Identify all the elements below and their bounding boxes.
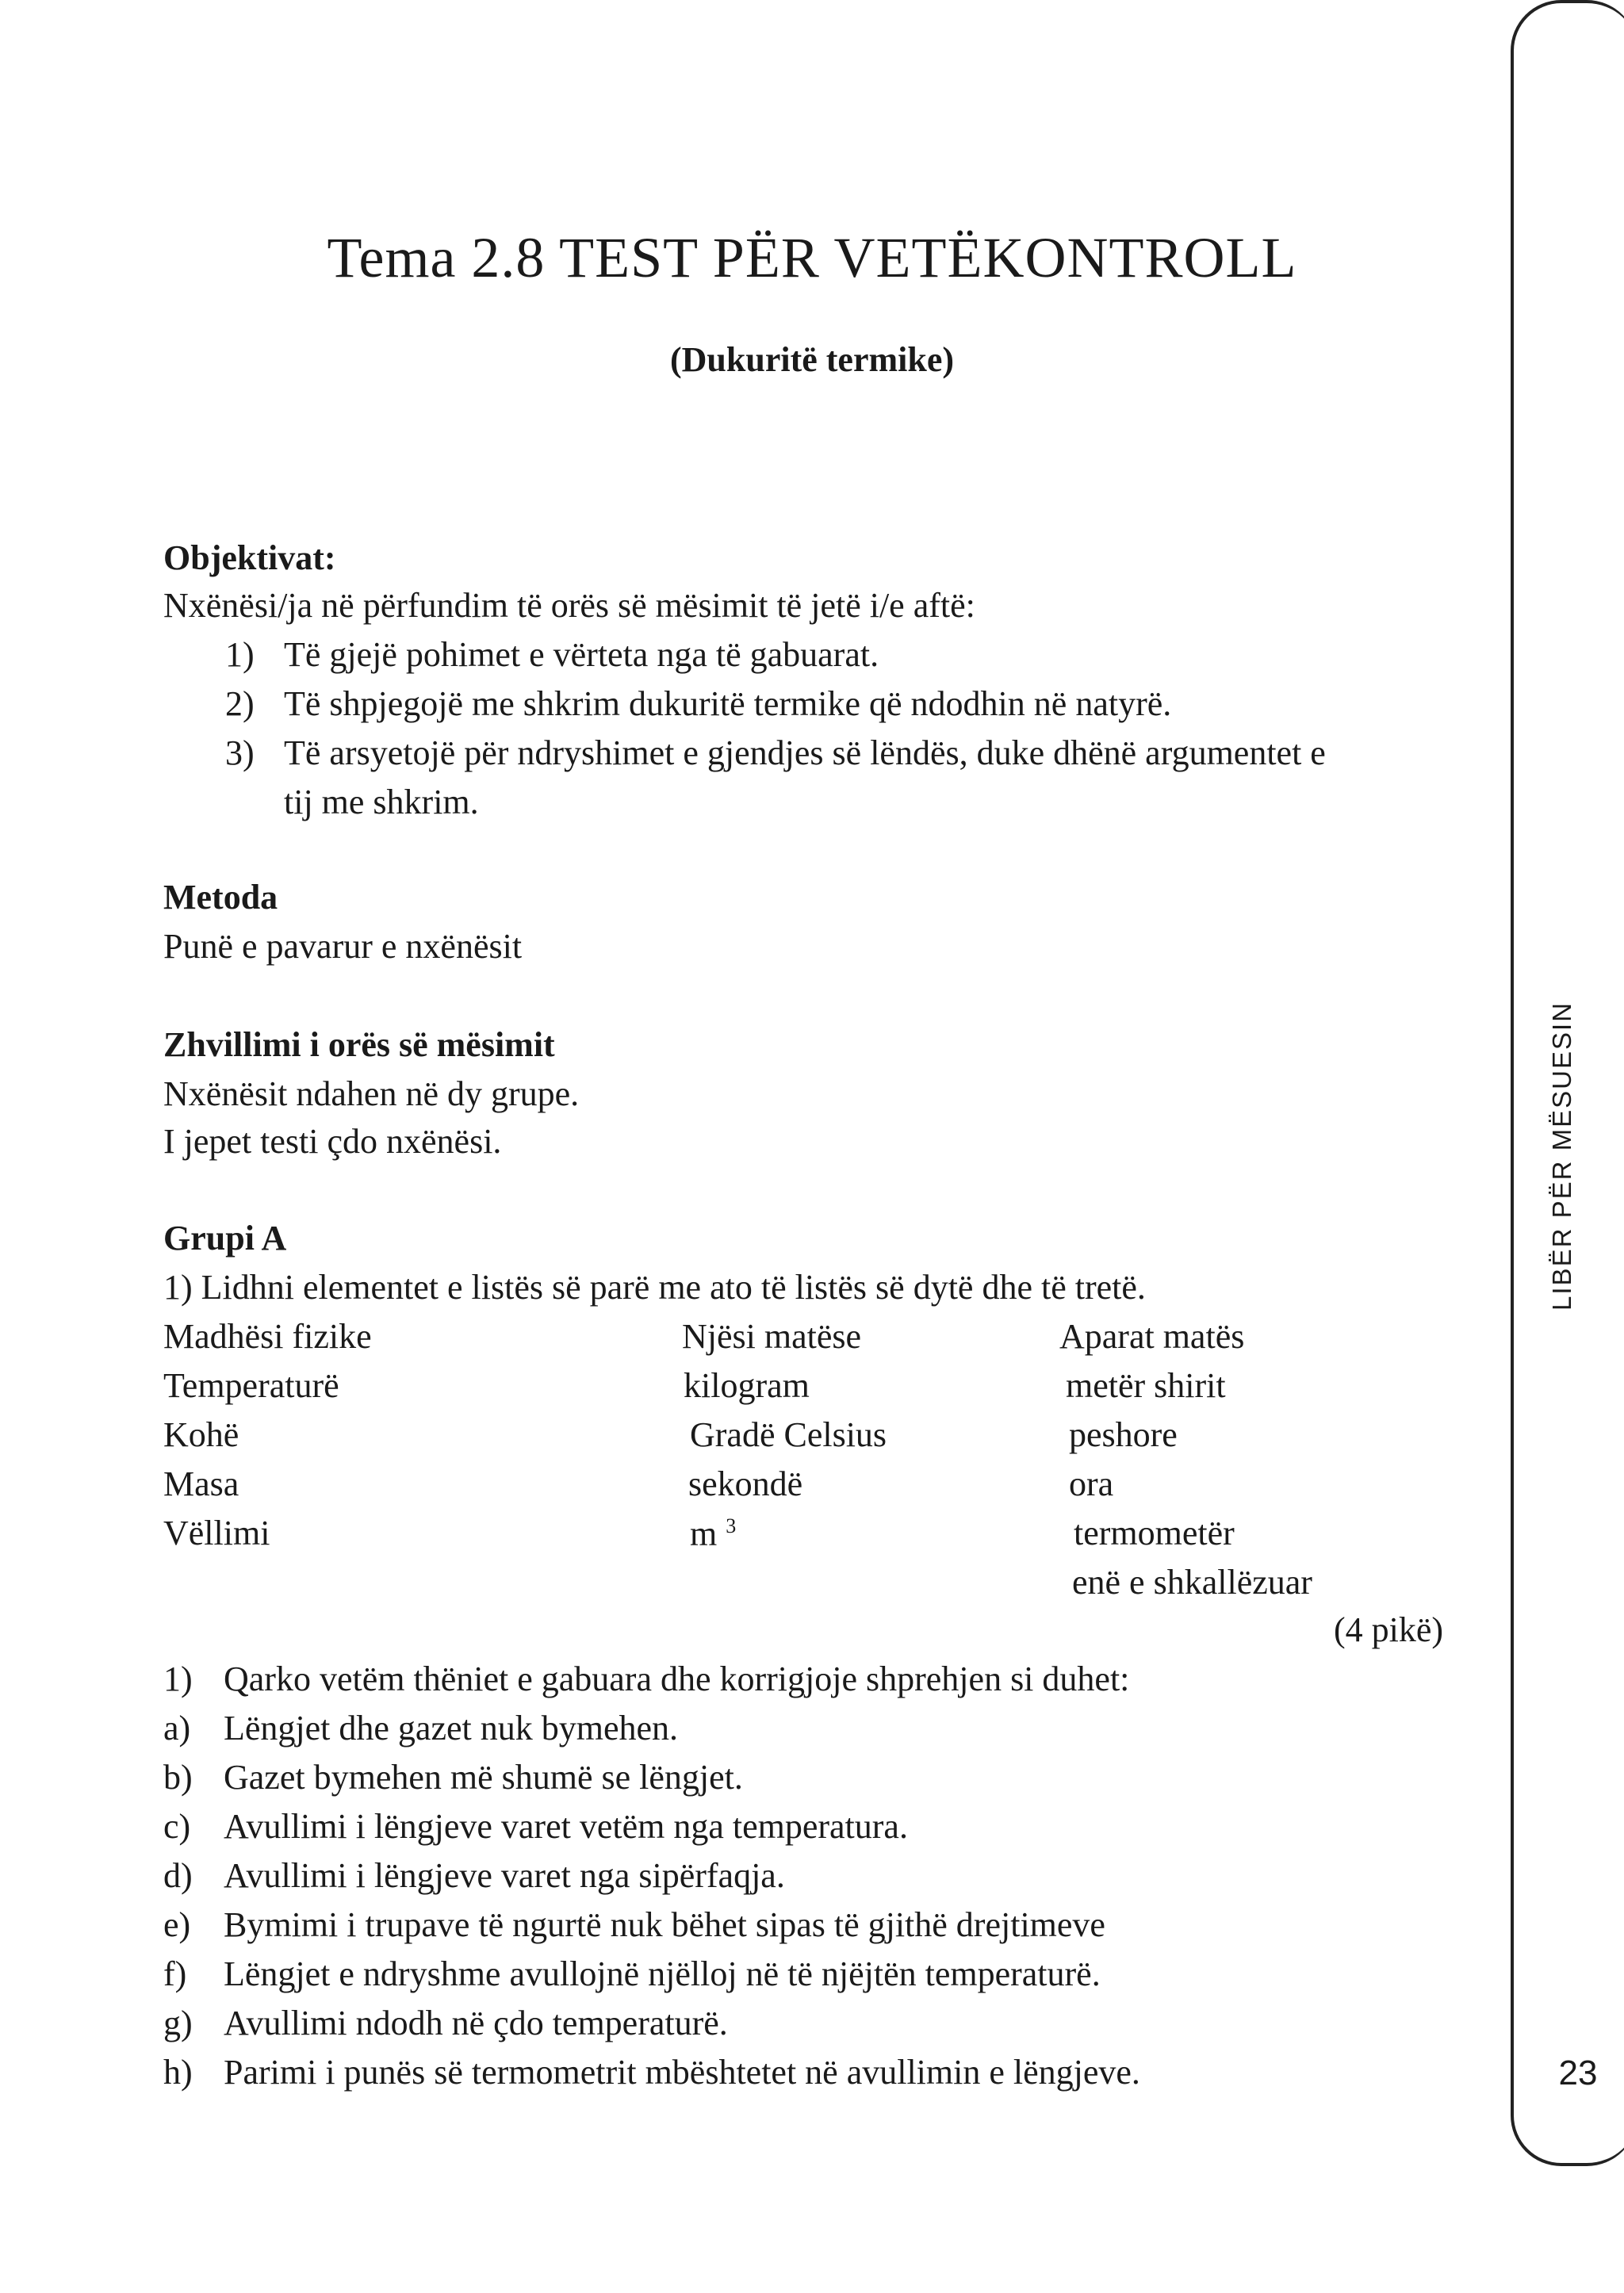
method-text: Punë e pavarur e nxënësit [163,927,523,966]
list-item-instrument: peshore [1069,1415,1178,1454]
list-item-quantity: Temperaturë [163,1366,339,1405]
question-number: 1) [163,1659,193,1698]
statement-text: Avullimi ndodh në çdo temperaturë. [224,2004,728,2042]
group-a-instruction: 1) Lidhni elementet e listës së parë me ato të listës së dytë dhe të tretë. [163,1268,1146,1307]
list-item-quantity: Vëllimi [163,1514,270,1552]
question-text: Qarko vetëm thëniet e gabuara dhe korrigjoje shprehjen si duhet: [224,1659,1130,1698]
statement-label: a) [163,1709,191,1748]
objective-number: 1) [225,635,255,674]
statement-label: h) [163,2053,193,2092]
method-heading: Metoda [163,878,278,917]
statement-text: Lëngjet dhe gazet nuk bymehen. [224,1709,679,1748]
statement-text: Parimi i punës së termometrit mbështetet në avullimin e lëngjeve. [224,2053,1140,2092]
development-line: I jepet testi çdo nxënësi. [163,1122,502,1161]
development-heading: Zhvillimi i orës së mësimit [163,1025,555,1064]
column-header: Njësi matëse [682,1317,862,1356]
objective-item-continuation: tij me shkrim. [284,783,479,821]
list-item-instrument: enë e shkallëzuar [1072,1563,1312,1602]
objective-item: Të shpjegojë me shkrim dukuritë termike që ndodhin në natyrë. [284,684,1172,723]
list-item-instrument: metër shirit [1066,1366,1226,1405]
statement-label: f) [163,1954,187,1993]
list-item-unit: kilogram [684,1366,810,1405]
statement-label: c) [163,1807,191,1846]
list-item-instrument: termometër [1074,1514,1235,1552]
list-item-quantity: Kohë [163,1415,239,1454]
statement-label: e) [163,1905,191,1944]
page-title: Tema 2.8 TEST PËR VETËKONTROLL [327,226,1297,289]
list-item-unit: m $^3$ [690,1514,737,1553]
list-item-quantity: Masa [163,1464,239,1503]
statement-text: Lëngjet e ndryshme avullojnë njëlloj në të njëjtën temperaturë. [224,1954,1101,1993]
statement-text: Avullimi i lëngjeve varet vetëm nga temperatura. [224,1807,908,1846]
statement-text: Gazet bymehen më shumë se lëngjet. [224,1758,743,1797]
page-number: 23 [1558,2054,1598,2092]
list-item-instrument: ora [1069,1464,1114,1503]
objective-item: Të gjejë pohimet e vërteta nga të gabuarat. [284,635,879,674]
statement-label: b) [163,1758,193,1797]
objective-number: 3) [225,733,255,772]
statement-text: Bymimi i trupave të ngurtë nuk bëhet sipas të gjithë drejtimeve [224,1905,1105,1944]
group-a-heading: Grupi A [163,1219,287,1258]
column-header: Aparat matës [1059,1317,1245,1356]
objectives-heading: Objektivat: [163,538,336,577]
page-subtitle: (Dukuritë termike) [669,340,954,379]
list-item-unit: Gradë Celsius [690,1415,887,1454]
list-item-unit: sekondë [688,1464,803,1503]
points-label: (4 pikë) [1334,1610,1444,1649]
statement-text: Avullimi i lëngjeve varet nga sipërfaqja. [224,1856,785,1895]
development-line: Nxënësit ndahen në dy grupe. [163,1074,580,1113]
statement-label: g) [163,2004,193,2042]
column-header: Madhësi fizike [163,1317,372,1356]
objective-number: 2) [225,684,255,723]
side-label: LIBËR PËR MËSUESIN [1547,1001,1576,1311]
statement-label: d) [163,1856,193,1895]
objectives-intro: Nxënësi/ja në përfundim të orës së mësimit të jetë i/e aftë: [163,586,975,625]
objective-item: Të arsyetojë për ndryshimet e gjendjes së lëndës, duke dhënë argumentet e [284,733,1326,772]
